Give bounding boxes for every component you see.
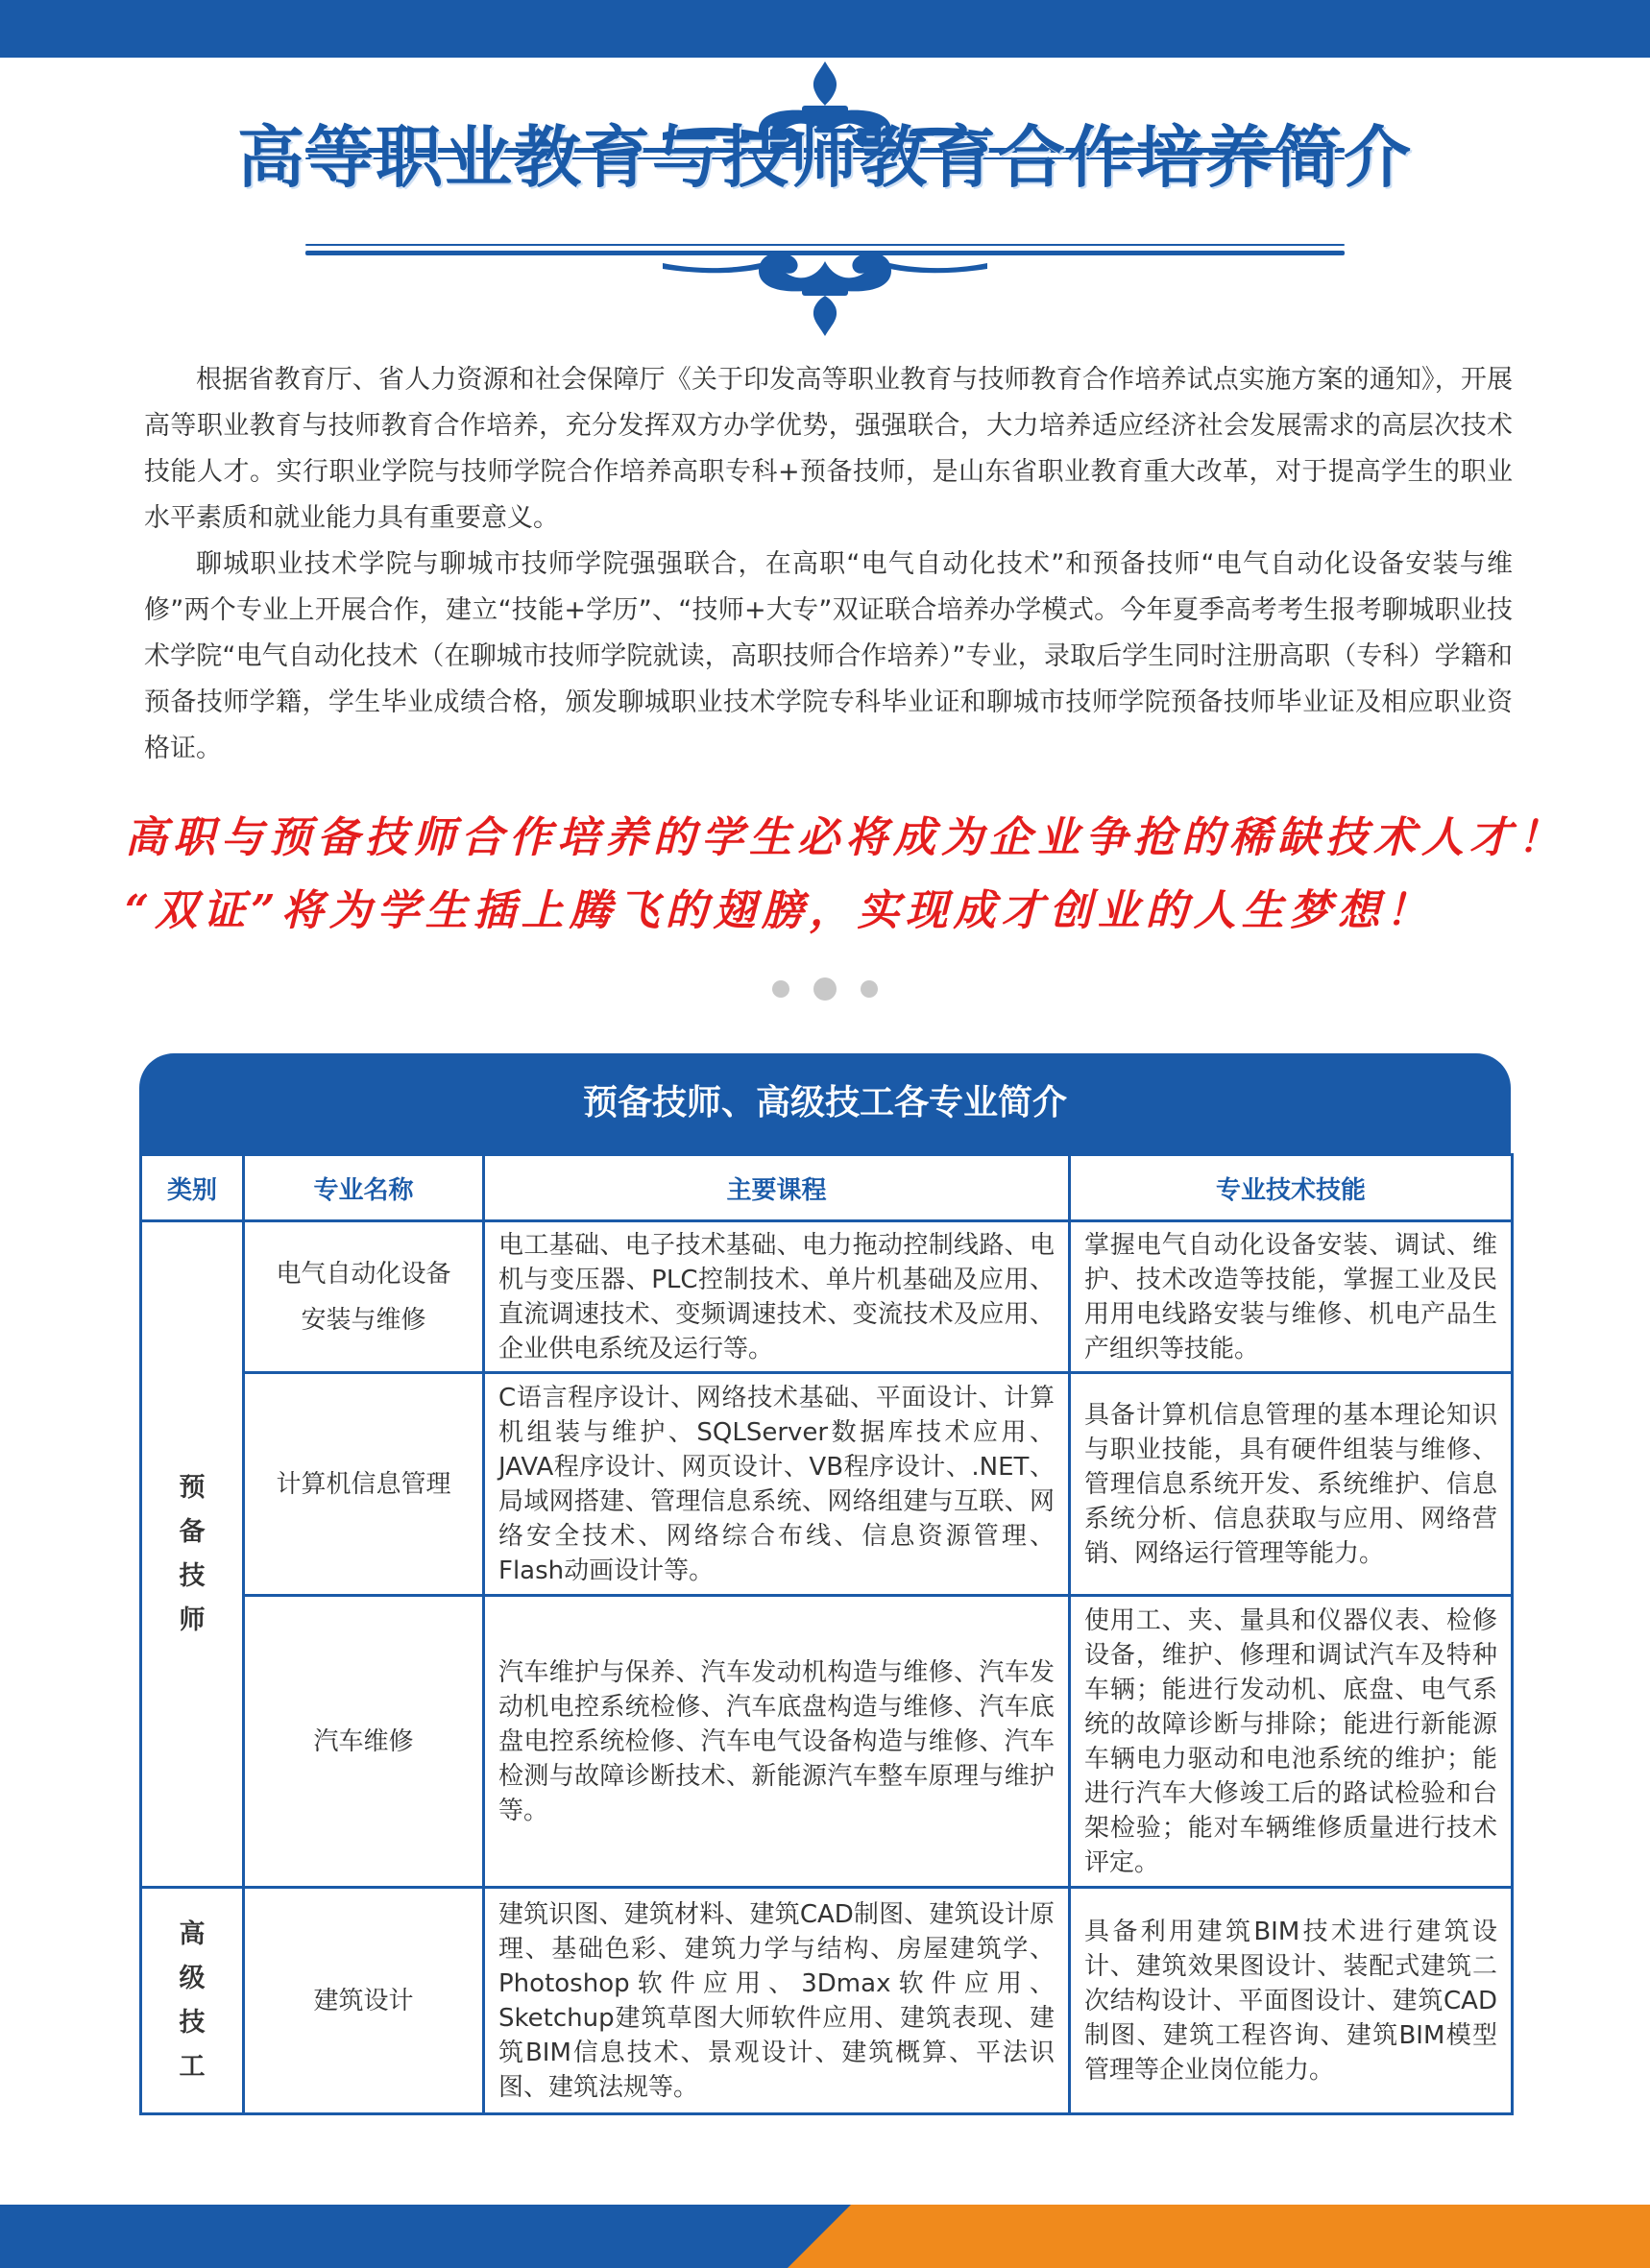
header-major-name: 专业名称: [244, 1155, 484, 1221]
bottom-bar: [0, 2205, 1650, 2268]
title-banner: [0, 58, 1650, 346]
fleur-ornament-bottom-icon: [305, 244, 1345, 336]
major-name-cell: 计算机信息管理: [244, 1373, 484, 1596]
major-name-cell: 建筑设计: [244, 1888, 484, 2114]
category-label: 预备技师: [179, 1472, 206, 1635]
dot-icon: [861, 980, 878, 998]
top-blue-bar: [0, 0, 1650, 58]
table-row: [141, 1373, 1513, 1596]
header-skills: 专业技术技能: [1070, 1155, 1513, 1221]
skills-cell: 使用工、夹、量具和仪器仪表、检修设备，维护、修理和调试汽车及特种车辆；能进行发动机、底盘、电气系统的故障诊断与排除；能进行新能源车辆电力驱动和电池系统的维护；能进行汽车大修竣工后的路试检验和台架检验；能对车辆维修质量进行技术评定。: [1070, 1596, 1513, 1888]
courses-cell: C语言程序设计、网络技术基础、平面设计、计算机组装与维护、SQLServer数据库技术应用、JAVA程序设计、网页设计、VB程序设计、.NET、局域网搭建、管理信息系统、网络组建与互联、网络安全技术、网络综合布线、信息资源管理、Flash动画设计等。: [484, 1373, 1070, 1596]
table-row: [141, 1888, 1513, 2114]
category-cell: [141, 1888, 244, 2114]
page-title: 高等职业教育与技师教育合作培养简介: [237, 118, 1413, 197]
skills-cell: 具备计算机信息管理的基本理论知识与职业技能，具有硬件组装与维修、管理信息系统开发、系统维护、信息系统分析、信息获取与应用、网络营销、网络运行管理等能力。: [1070, 1373, 1513, 1596]
header-main-courses: 主要课程: [484, 1155, 1070, 1221]
major-name-cell: 汽车维修: [244, 1596, 484, 1888]
category-label: 高级技工: [179, 1918, 206, 2082]
slogan-line-1: 高职与预备技师合作培养的学生必将成为企业争抢的稀缺技术人才！: [125, 813, 1565, 862]
dot-icon: [772, 980, 789, 998]
table-row: [141, 1221, 1513, 1373]
majors-table: [139, 1153, 1514, 2115]
courses-cell: 建筑识图、建筑材料、建筑CAD制图、建筑设计原理、基础色彩、建筑力学与结构、房屋建筑学、Photoshop软件应用、3Dmax软件应用、Sketchup建筑草图大师软件应用、建筑表现、建筑BIM信息技术、景观设计、建筑概算、平法识图、建筑法规等。: [484, 1888, 1070, 2114]
major-name-cell: 电气自动化设备安装与维修: [244, 1221, 484, 1373]
header-category: 类别: [141, 1155, 244, 1221]
table-title: 预备技师、高级技工各专业简介: [139, 1053, 1511, 1153]
skills-cell: 掌握电气自动化设备安装、调试、维护、技术改造等技能，掌握工业及民用用电线路安装与维修、机电产品生产组织等技能。: [1070, 1221, 1513, 1373]
title-ornament: [0, 58, 1650, 346]
courses-cell: 汽车维护与保养、汽车发动机构造与维修、汽车发动机电控系统检修、汽车底盘构造与维修、汽车底盘电控系统检修、汽车电气设备构造与维修、汽车检测与故障诊断技术、新能源汽车整车原理与维护等。: [484, 1596, 1070, 1888]
intro-paragraph: 聊城职业技术学院与聊城市技师学院强强联合，在高职“电气自动化技术”和预备技师“电气自动化设备安装与维修”两个专业上开展合作，建立“技能+学历”、“技师+大专”双证联合培养办学模式。今年夏季高考考生报考聊城职业技术学院“电气自动化技术（在聊城市技师学院就读，高职技师合作培养）”专业，录取后学生同时注册高职（专科）学籍和预备技师学籍，学生毕业成绩合格，颁发聊城职业技术学院专科毕业证和聊城市技师学院预备技师毕业证及相应职业资格证。: [144, 549, 1513, 763]
category-cell: [141, 1221, 244, 1888]
bottom-orange-stripe: [788, 2205, 1650, 2268]
courses-cell: 电工基础、电子技术基础、电力拖动控制线路、电机与变压器、PLC控制技术、单片机基础及应用、直流调速技术、变频调速技术、变流技术及应用、企业供电系统及运行等。: [484, 1221, 1070, 1373]
table-header-row: [141, 1155, 1513, 1221]
majors-table-card: [139, 1053, 1511, 2115]
dot-icon: [813, 977, 837, 1001]
intro-paragraph: 根据省教育厅、省人力资源和社会保障厅《关于印发高等职业教育与技师教育合作培养试点实施方案的通知》，开展高等职业教育与技师教育合作培养，充分发挥双方办学优势，强强联合，大力培养适应经济社会发展需求的高层次技术技能人才。实行职业学院与技师学院合作培养高职专科+预备技师，是山东省职业教育重大改革，对于提高学生的职业水平素质和就业能力具有重要意义。: [144, 365, 1513, 533]
intro-text: [144, 357, 1513, 772]
table-row: [141, 1596, 1513, 1888]
slogan-line-2: “双证”将为学生插上腾飞的翅膀，实现成才创业的人生梦想！: [125, 886, 1434, 935]
dot-divider: [0, 977, 1650, 1001]
skills-cell: 具备利用建筑BIM技术进行建筑设计、建筑效果图设计、装配式建筑二次结构设计、平面图设计、建筑CAD制图、建筑工程咨询、建筑BIM模型管理等企业岗位能力。: [1070, 1888, 1513, 2114]
